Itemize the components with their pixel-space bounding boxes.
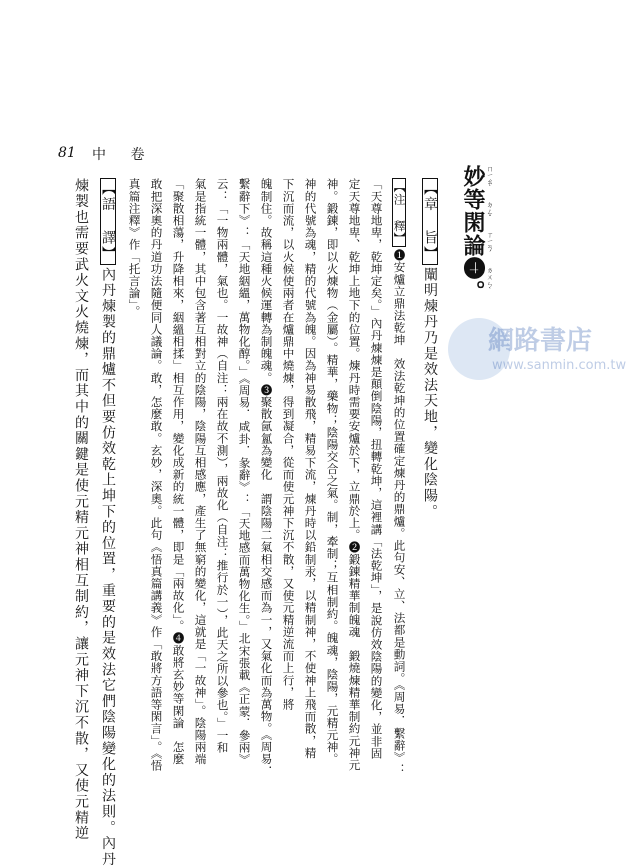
- verse-title: 妙等閑論❹。: [460, 165, 486, 303]
- chapter-summary-column: [422, 178, 438, 520]
- watermark-logo: [448, 318, 627, 388]
- translation-marker: 【語 譯】: [100, 178, 116, 265]
- notes-column-13: 真篇注釋》作「托言論」。: [127, 178, 142, 318]
- watermark-text: 網路書店: [488, 326, 593, 356]
- notes-column-12: 敢把深奧的丹道功法隨便同人議論。敢，怎麼敢。玄妙，深奧。此句《悟真篇講義》作「敢將方語等閑言」。《悟: [149, 178, 164, 772]
- notes-column-4: 神。鍛鍊，即以火煉物（金屬）。精華，藥物；陰陽交合之氣。制，牽制；互相制約。魄魂，陰陽，元精元神。: [325, 178, 340, 766]
- chapter-summary: 闡明煉丹乃是效法天地，變化陰陽。: [422, 267, 438, 520]
- chapter-marker: 【章 旨】: [422, 178, 438, 265]
- notes-marker: 【注 釋】: [392, 178, 406, 247]
- notes-line: ❶安爐立鼎法乾坤 效法乾坤的位置確定煉丹的鼎爐。此句安、立、法都是動詞。《周易．繫辭》：: [392, 248, 407, 776]
- watermark-url: www.sanmin.com.tw: [492, 358, 627, 373]
- translation-column-2: 煉製也需要武火文火燒煉，而其中的關鍵是使元精元神相互制約，讓元神下沉不散，又使元精逆: [73, 178, 89, 842]
- notes-column-9: 云：「一物兩體，氣也。一故神（自注：兩在故不測），兩故化（自注：推行於一），此天之所以參也。」一和: [215, 178, 230, 754]
- page-number: 81: [58, 145, 76, 161]
- notes-column-11: 「聚散相蕩，升降相來，絪縕相揉」相互作用，變化成新的統一體，即是「兩故化」。❹敢將玄妙等閑論 怎麼: [171, 178, 186, 766]
- notes-column-8: 繫辭下》：「天地絪縕，萬物化醇。」《周易．咸卦．彖辭》：「天地感而萬物化生。」北宋張載《正蒙．參兩》: [237, 178, 252, 766]
- translation-column-1: [100, 178, 116, 867]
- notes-column-3: 定天尊地卑、乾坤上地下的位置。煉丹時需要安爐於下，立鼎於上。❷鍛鍊精華制魄魂 鍛燒煉精華制約元神元: [347, 178, 362, 771]
- notes-column-5: 神的代號為魂，精的代號為魄。因為神易散飛，精易下流，煉丹時以鉛制汞，以精制神，不使神上飛而散，精: [303, 178, 318, 759]
- notes-column-2: 「天尊地卑，乾坤定矣。」內丹煉煉是顛倒陰陽，扭轉乾坤，這裡講「法乾坤」，是說仿效陰陽的變化，並非固: [369, 178, 384, 760]
- translation-line: 內丹煉製的鼎爐不但要仿效乾上坤下的位置，重要的是效法它們陰陽變化的法則。內丹: [100, 267, 116, 867]
- notes-column-10: 氣是指統一體，其中包含著互相對立的陰陽，陰陽互相感應，產生了無窮的變化，這就是「一故神」。陰陽兩端: [193, 178, 208, 766]
- verse-title-ruby: ㄇㄧㄠˋ ㄉㄥˇ ㄒㄧㄢˊ ㄌㄨㄣˋ: [486, 165, 494, 296]
- section-label: 中 卷: [92, 147, 155, 163]
- notes-column-6: 下沉而流，以火候使兩者在爐鼎中燒煉，得到凝合，從而使元神下沉不散，又使元精逆流而上行，將: [281, 178, 296, 711]
- notes-column-1: [392, 178, 406, 776]
- notes-column-7: 魄制住。故稱這種火候運轉為制魄魂。❸聚散氤氳為變化 謂陰陽二氣相交感而為一，又氣化而為萬物。《周易．: [259, 178, 274, 778]
